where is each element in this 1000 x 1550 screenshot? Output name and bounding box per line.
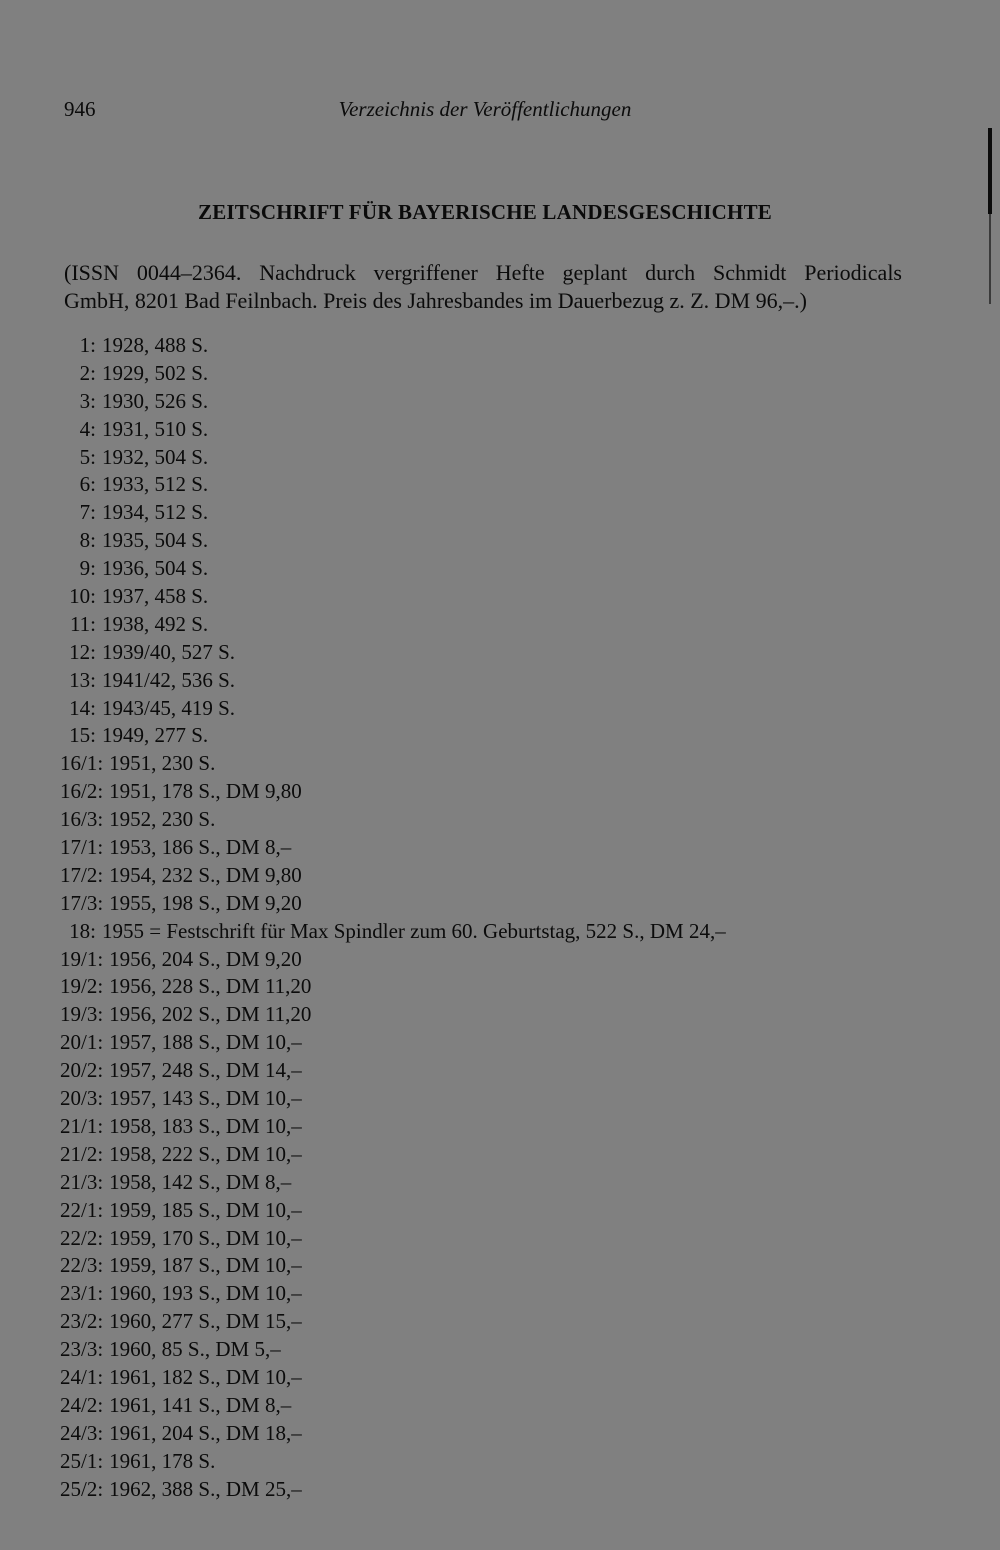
intro-line: GmbH, 8201 Bad Feilnbach. Preis des Jahresbandes im Dauerbezug z. Z. DM 96,–.) xyxy=(64,288,807,313)
volume-number: 17/2: xyxy=(60,862,104,887)
volume-entry xyxy=(50,1029,726,1057)
volume-number: 1: xyxy=(79,333,96,357)
volume-details: 1959, 187 S., DM 10,– xyxy=(109,1253,302,1278)
volume-details: 1957, 248 S., DM 14,– xyxy=(109,1058,302,1083)
volume-number: 16/2: xyxy=(60,779,104,804)
volume-entry xyxy=(50,1225,726,1253)
volume-entry xyxy=(50,1252,726,1280)
volume-number: 24/3: xyxy=(60,1420,104,1445)
volume-entry xyxy=(50,918,726,946)
volume-details: 1960, 85 S., DM 5,– xyxy=(109,1337,281,1362)
volume-details: 1939/40, 527 S. xyxy=(102,639,236,664)
volume-entry xyxy=(50,1308,726,1336)
volume-number: 15: xyxy=(69,723,96,748)
volume-details: 1929, 502 S. xyxy=(102,360,209,385)
volume-details: 1961, 204 S., DM 18,– xyxy=(109,1420,302,1445)
volume-details: 1941/42, 536 S. xyxy=(102,667,236,692)
volume-details: 1928, 488 S. xyxy=(102,333,209,357)
volume-details: 1936, 504 S. xyxy=(102,556,209,581)
volume-details: 1954, 232 S., DM 9,80 xyxy=(109,862,302,887)
volume-entry xyxy=(50,1113,726,1141)
volume-details: 1953, 186 S., DM 8,– xyxy=(109,835,292,860)
volume-entry xyxy=(50,695,726,723)
volume-details: 1957, 188 S., DM 10,– xyxy=(109,1030,302,1055)
volume-entry xyxy=(50,499,726,527)
volume-number: 22/1: xyxy=(60,1197,104,1222)
volume-list xyxy=(50,332,726,1503)
volume-number: 11: xyxy=(69,611,96,636)
volume-number: 20/3: xyxy=(60,1086,104,1111)
volume-number: 17/1: xyxy=(60,835,104,860)
volume-entry xyxy=(50,1420,726,1448)
volume-entry xyxy=(50,332,726,360)
volume-number: 20/1: xyxy=(60,1030,104,1055)
volume-details: 1951, 230 S. xyxy=(109,751,216,776)
section-title: ZEITSCHRIFT FÜR BAYERISCHE LANDESGESCHICHTE xyxy=(197,200,772,224)
volume-number: 9: xyxy=(79,556,96,581)
volume-number: 10: xyxy=(69,584,96,609)
volume-entry xyxy=(50,750,726,778)
margin-rule-faint xyxy=(989,214,991,304)
volume-details: 1961, 182 S., DM 10,– xyxy=(109,1364,302,1389)
volume-entry xyxy=(50,1280,726,1308)
volume-details: 1960, 277 S., DM 15,– xyxy=(109,1309,302,1334)
volume-number: 16/1: xyxy=(60,751,104,776)
page-number: 946 xyxy=(64,97,96,121)
volume-number: 6: xyxy=(79,472,96,497)
volume-number: 23/3: xyxy=(60,1337,104,1362)
volume-number: 7: xyxy=(79,500,96,525)
volume-entry xyxy=(50,1336,726,1364)
volume-entry xyxy=(50,806,726,834)
volume-number: 13: xyxy=(69,667,96,692)
volume-entry xyxy=(50,555,726,583)
volume-details: 1955 = Festschrift für Max Spindler zum 60. Geburtstag, 522 S., DM 24,– xyxy=(102,918,726,943)
volume-number: 19/2: xyxy=(60,974,104,999)
volume-details: 1933, 512 S. xyxy=(102,472,209,497)
volume-number: 25/1: xyxy=(60,1448,104,1473)
volume-number: 2: xyxy=(79,360,96,385)
volume-details: 1961, 178 S. xyxy=(109,1448,216,1473)
volume-details: 1931, 510 S. xyxy=(102,416,209,441)
volume-entry xyxy=(50,583,726,611)
volume-entry xyxy=(50,1364,726,1392)
volume-number: 23/1: xyxy=(60,1281,104,1306)
volume-number: 16/3: xyxy=(60,807,104,832)
volume-entry xyxy=(50,1476,726,1504)
volume-entry xyxy=(50,1197,726,1225)
volume-details: 1958, 183 S., DM 10,– xyxy=(109,1113,302,1138)
volume-entry xyxy=(50,639,726,667)
volume-details: 1958, 142 S., DM 8,– xyxy=(109,1169,292,1194)
volume-details: 1952, 230 S. xyxy=(109,807,216,832)
volume-entry xyxy=(50,1001,726,1029)
volume-number: 21/3: xyxy=(60,1169,104,1194)
volume-details: 1951, 178 S., DM 9,80 xyxy=(109,779,302,804)
volume-details: 1935, 504 S. xyxy=(102,528,209,553)
volume-entry xyxy=(50,360,726,388)
volume-details: 1961, 141 S., DM 8,– xyxy=(109,1392,292,1417)
volume-number: 23/2: xyxy=(60,1309,104,1334)
volume-details: 1956, 202 S., DM 11,20 xyxy=(109,1002,312,1027)
volume-number: 17/3: xyxy=(60,890,104,915)
volume-entry xyxy=(50,611,726,639)
section-intro xyxy=(64,259,902,315)
volume-entry xyxy=(50,1448,726,1476)
volume-number: 21/1: xyxy=(60,1113,104,1138)
volume-details: 1959, 185 S., DM 10,– xyxy=(109,1197,302,1222)
volume-details: 1957, 143 S., DM 10,– xyxy=(109,1086,302,1111)
volume-number: 25/2: xyxy=(60,1476,104,1501)
volume-details: 1943/45, 419 S. xyxy=(102,695,236,720)
volume-details: 1960, 193 S., DM 10,– xyxy=(109,1281,302,1306)
volume-details: 1962, 388 S., DM 25,– xyxy=(109,1476,302,1501)
volume-number: 22/2: xyxy=(60,1225,104,1250)
volume-details: 1932, 504 S. xyxy=(102,444,209,469)
volume-number: 3: xyxy=(79,388,96,413)
volume-entry xyxy=(50,778,726,806)
volume-number: 14: xyxy=(69,695,96,720)
volume-entry xyxy=(50,1057,726,1085)
volume-entry xyxy=(50,722,726,750)
volume-details: 1956, 228 S., DM 11,20 xyxy=(109,974,312,999)
volume-details: 1956, 204 S., DM 9,20 xyxy=(109,946,302,971)
volume-number: 22/3: xyxy=(60,1253,104,1278)
volume-number: 4: xyxy=(79,416,96,441)
volume-number: 21/2: xyxy=(60,1141,104,1166)
volume-entry xyxy=(50,471,726,499)
volume-entry xyxy=(50,527,726,555)
volume-entry xyxy=(50,1085,726,1113)
volume-details: 1938, 492 S. xyxy=(102,611,209,636)
volume-entry xyxy=(50,834,726,862)
volume-number: 19/3: xyxy=(60,1002,104,1027)
volume-entry xyxy=(50,667,726,695)
volume-entry xyxy=(50,1141,726,1169)
volume-details: 1959, 170 S., DM 10,– xyxy=(109,1225,302,1250)
volume-number: 18: xyxy=(69,918,96,943)
volume-entry xyxy=(50,1392,726,1420)
volume-details: 1930, 526 S. xyxy=(102,388,209,413)
running-title: Verzeichnis der Veröffentlichungen xyxy=(338,97,632,121)
volume-details: 1934, 512 S. xyxy=(102,500,209,525)
volume-entry xyxy=(50,946,726,974)
volume-entry xyxy=(50,388,726,416)
volume-details: 1949, 277 S. xyxy=(102,723,209,748)
volume-entry xyxy=(50,416,726,444)
volume-entry xyxy=(50,890,726,918)
volume-entry xyxy=(50,1169,726,1197)
volume-details: 1958, 222 S., DM 10,– xyxy=(109,1141,302,1166)
volume-entry xyxy=(50,973,726,1001)
volume-number: 19/1: xyxy=(60,946,104,971)
volume-details: 1937, 458 S. xyxy=(102,584,209,609)
margin-rule xyxy=(988,128,992,214)
volume-entry xyxy=(50,444,726,472)
intro-line: (ISSN 0044–2364. Nachdruck vergriffener Hefte geplant durch Schmidt Periodicals xyxy=(64,260,902,285)
volume-number: 8: xyxy=(79,528,96,553)
volume-number: 20/2: xyxy=(60,1058,104,1083)
volume-number: 12: xyxy=(69,639,96,664)
volume-number: 5: xyxy=(79,444,96,469)
volume-number: 24/2: xyxy=(60,1392,104,1417)
volume-details: 1955, 198 S., DM 9,20 xyxy=(109,890,302,915)
volume-entry xyxy=(50,862,726,890)
volume-number: 24/1: xyxy=(60,1364,104,1389)
